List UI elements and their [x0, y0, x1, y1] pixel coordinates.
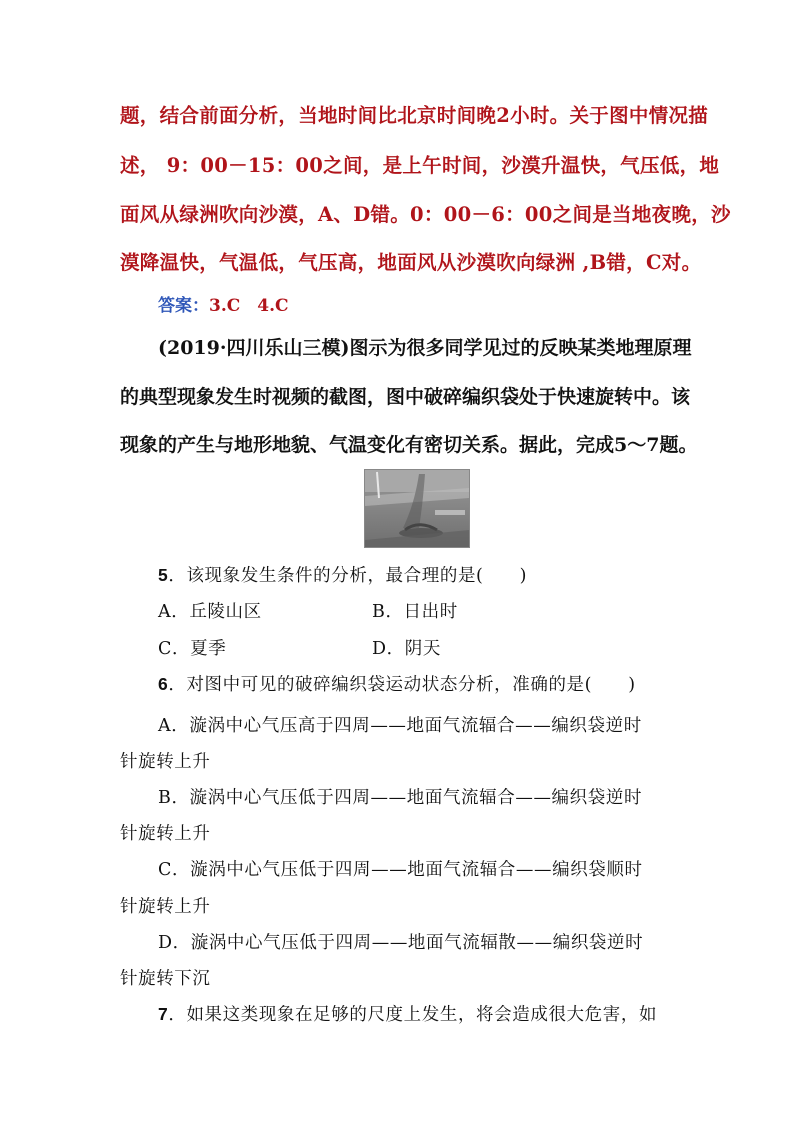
q6-option-c-line-1: C．漩涡中心气压低于四周——地面气流辐合——编织袋顺时 [158, 860, 643, 880]
question-5-number: 5 [158, 565, 169, 585]
q6-option-b-line-2: 针旋转上升 [120, 824, 211, 844]
explanation-line-2: 述， 9：00－15：00之间，是上午时间，沙漠升温快，气压低，地 [120, 154, 720, 177]
intro-line-2: 的典型现象发生时视频的截图，图中破碎编织袋处于快速旋转中。该 [120, 386, 691, 408]
q5-option-d: D．阴天 [372, 639, 441, 659]
q6-option-c-line-2: 针旋转上升 [120, 897, 211, 917]
q6-option-d-line-2: 针旋转下沉 [120, 969, 211, 989]
answer-value: 3.C 4.C [209, 296, 289, 316]
question-7-text: ．如果这类现象在足够的尺度上发生，将会造成很大危害，如 [168, 1005, 658, 1025]
q6-option-a-line-2: 针旋转上升 [120, 752, 211, 772]
question-6-number: 6 [158, 674, 169, 694]
q5-option-a: A．丘陵山区 [158, 602, 262, 622]
explanation-line-1: 题，结合前面分析，当地时间比北京时间晚2小时。关于图中情况描 [120, 104, 709, 127]
answer-line [158, 291, 289, 316]
q5-option-c: C．夏季 [158, 639, 227, 659]
question-7 [158, 1001, 657, 1026]
intro-line-3: 现象的产生与地形地貌、气温变化有密切关系。据此，完成5～7题。 [120, 434, 698, 456]
explanation-line-3: 面风从绿洲吹向沙漠，A、D错。0：00－6：00之间是当地夜晚，沙 [120, 203, 731, 226]
question-6 [158, 671, 636, 696]
question-5-text: ．该现象发生条件的分析，最合理的是( ) [168, 566, 528, 586]
q6-option-a-line-1: A．漩涡中心气压高于四周——地面气流辐合——编织袋逆时 [158, 716, 642, 736]
intro-line-1: (2019·四川乐山三模)图示为很多同学见过的反映某类地理原理 [158, 337, 692, 359]
question-7-number: 7 [158, 1004, 169, 1024]
explanation-line-4: 漠降温快，气温低，气压高，地面风从沙漠吹向绿洲 ,B错，C对。 [120, 251, 702, 274]
question-6-text: ．对图中可见的破碎编织袋运动状态分析，准确的是( ) [168, 675, 636, 695]
photo-illustration [365, 470, 469, 547]
answer-label: 答案： [158, 296, 209, 316]
q6-option-d-line-1: D．漩涡中心气压低于四周——地面气流辐散——编织袋逆时 [158, 933, 644, 953]
whirlwind-photo [364, 469, 470, 548]
q5-option-b: B．日出时 [372, 602, 458, 622]
q6-option-b-line-1: B．漩涡中心气压低于四周——地面气流辐合——编织袋逆时 [158, 788, 643, 808]
question-5 [158, 562, 527, 587]
